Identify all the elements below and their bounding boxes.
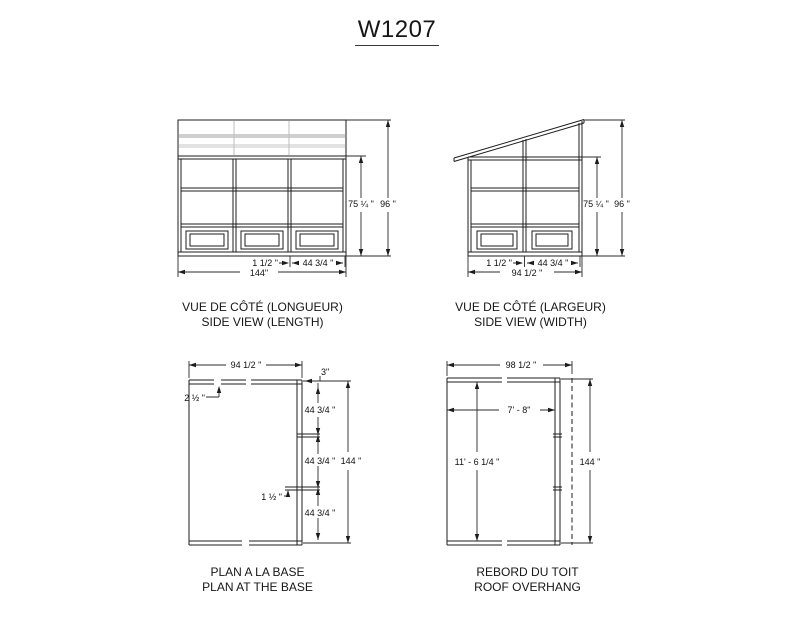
caption-side-length-fr: VUE DE CÔTÉ (LONGUEUR): [182, 300, 343, 314]
caption-plan-base-fr: PLAN A LA BASE: [210, 565, 305, 579]
dim-total-height-length: 96 ": [380, 199, 396, 209]
side-width-wall: [468, 121, 582, 256]
caption-side-width-en: SIDE VIEW (WIDTH): [474, 314, 587, 329]
caption-plan-base-en: PLAN AT THE BASE: [202, 579, 313, 594]
dim-plan-corner-offset: 3": [321, 367, 330, 377]
caption-side-length: [155, 300, 370, 329]
view-roof-overhang: [447, 360, 600, 545]
view-plan-base: [184, 360, 361, 545]
side-width-kick-panels: [477, 231, 572, 249]
side-length-wall: [178, 156, 346, 256]
plan-base-dimensions: [184, 360, 361, 543]
caption-side-width: [423, 300, 638, 329]
drawing-title: W1207: [355, 16, 440, 46]
roof-overhang-dimensions: [447, 360, 600, 543]
dim-total-height-width: 96 ": [614, 199, 630, 209]
dim-plan-top-width: 94 1/2 ": [230, 360, 262, 370]
caption-roof-overhang: [420, 565, 635, 594]
dim-plan-mid-joint: 1 ½ ": [261, 492, 282, 502]
dim-panel-width-length: 44 3/4 ": [302, 258, 334, 268]
dim-plan-segment-2: 44 3/4 ": [304, 456, 336, 466]
caption-side-width-fr: VUE DE CÔTÉ (LARGEUR): [455, 300, 606, 314]
dim-roof-total-height: 144 ": [579, 457, 601, 467]
dim-plan-segment-1: 44 3/4 ": [304, 405, 336, 415]
dim-plan-top-joint: 2 ½ ": [184, 393, 205, 403]
caption-plan-base: [150, 565, 365, 594]
dim-roof-inner-width: 7' - 8": [507, 405, 531, 415]
dim-plan-segment-3: 44 3/4 ": [304, 508, 336, 518]
dim-wall-height-length: 75 ¼ ": [348, 199, 374, 209]
side-length-roof-band: [178, 120, 346, 156]
side-length-dimensions: [178, 120, 396, 278]
dim-plan-total-height: 144 ": [340, 456, 362, 466]
view-side-length: [178, 120, 396, 278]
side-length-kick-panels: [186, 231, 338, 249]
side-width-dimensions: [468, 120, 630, 278]
dim-roof-top-width: 98 1/2 ": [505, 360, 537, 370]
dim-roof-inner-height: 11' - 6 1/4 ": [454, 457, 500, 467]
view-side-width: [454, 120, 630, 279]
side-width-roof: [454, 120, 584, 162]
caption-side-length-en: SIDE VIEW (LENGTH): [201, 314, 324, 329]
dim-post-width-width: 1 1/2 ": [486, 258, 512, 268]
dim-post-width-length: 1 1/2 ": [252, 258, 278, 268]
dim-total-width-width: 94 1/2 ": [511, 268, 543, 278]
plan-base-outline: [189, 380, 320, 545]
caption-roof-overhang-fr: REBORD DU TOIT: [476, 565, 579, 579]
dim-panel-width-width: 44 3/4 ": [537, 258, 569, 268]
caption-roof-overhang-en: ROOF OVERHANG: [474, 579, 581, 594]
dim-wall-height-width: 75 ¼ ": [583, 199, 609, 209]
dim-total-width-length: 144": [249, 268, 269, 278]
